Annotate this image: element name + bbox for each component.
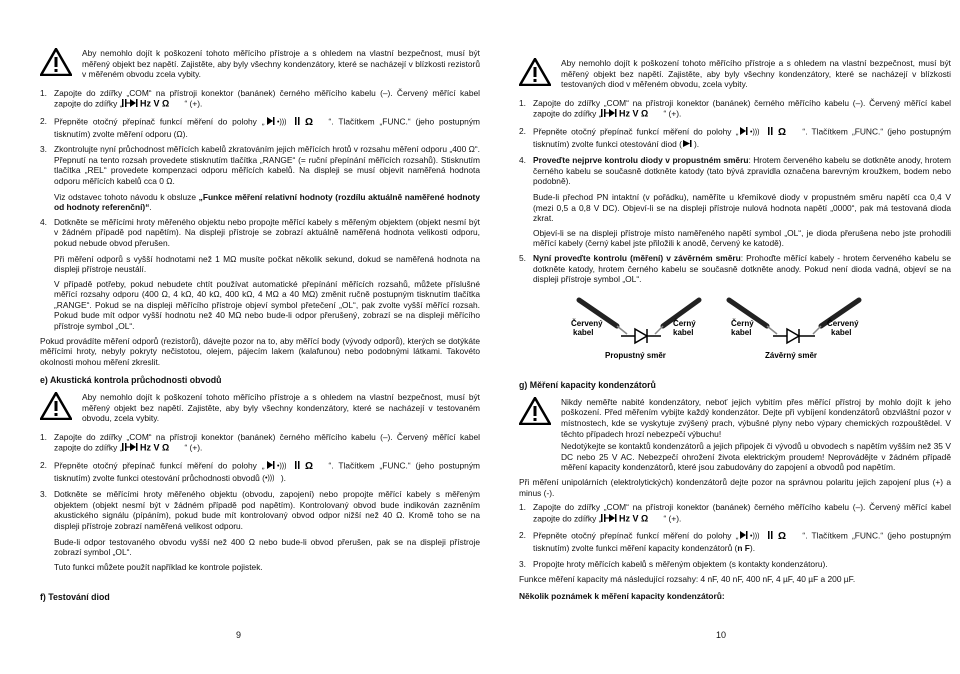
label-black-cable-2: Černý bbox=[731, 318, 754, 328]
svg-text:Ω: Ω bbox=[778, 531, 787, 541]
page-10 bbox=[519, 48, 951, 605]
warning-block-e bbox=[40, 392, 480, 424]
svg-text:•))): •))) bbox=[750, 128, 760, 136]
label-red-cable-2: Červený bbox=[827, 318, 859, 328]
svg-text:•))): •))) bbox=[276, 463, 286, 470]
diode-icon bbox=[682, 139, 694, 151]
f-step-4: 4. Proveďte nejprve kontrolu diody v propustném směru: Hrotem červeného kabelu se dotkněte anody, hrotem černého kabelu se současně dotkněte katody (tato bývá zpravidla označena barevným kroužkem, bodem nebo podobně). bbox=[519, 155, 951, 187]
diode-test-diagram bbox=[569, 296, 869, 368]
capacity-notes-heading: Několik poznámek k měření kapacity kondenzátorů: bbox=[519, 590, 725, 601]
e-step-3: 3. Dotkněte se měřícími hroty měřeného objektu (obvodu, zapojení) nebo propojte měřící kabely s měřeným objektem (objekt nesmí být v žádném případě pod napětím). Kontrolovaný obvod bude indikován zazněním akustického signálu (pípáním), pokud bude mít kontrolovaný obvod odpor nižší než 40 Ω. Kromě toho se na displeji přístroje zobrazí naměřená velikost odporu. bbox=[40, 489, 480, 531]
warning-block-g bbox=[519, 397, 951, 439]
warning-text: Aby nemohlo dojít k poškození tohoto měřícího přístroje a s ohledem na vlastní bezpečnost, musí být měřený objekt bez napětí. Zajistěte, aby byly všechny kondenzátory, které se nacházejí v blízkosti rezistorů v měřeném obvodu zcela vybity. bbox=[82, 48, 480, 80]
e-step-2: 2. Přepněte otočný přepínač funkcí měření do polohy „ •))) Ω “. Tlačítkem „FUNC.“ (jeho postupným tisknutím) zvolte funkci otestování průchodnosti obvodů ( •))) ). bbox=[40, 460, 480, 483]
f-step-4-note-1: Bude-li přechod PN intaktní (v pořádku), naměříte u křemíkové diody v propustném směru napětí cca 0,4 V (mezi 0,5 a 0,8 V DC). Objeví-li se na displeji přístroje nulová hodnota napětí „0000“, pak má testovaná dioda zkrat. bbox=[533, 191, 951, 224]
page-number-9: 9 bbox=[236, 630, 242, 640]
f-step-4-note-2: Objeví-li se na displeji přístroje místo naměřeného napětí symbol „OL“, je dioda přerušena nebo jste prohodili měřící kabely (černý kabel jste přiložili k anodě, červený ke katodě). bbox=[533, 227, 951, 249]
svg-text:Hz V Ω: Hz V Ω bbox=[140, 442, 170, 453]
warning-text-2: Nedotýkejte se kontaktů kondenzátorů a jejich připojek či vývodů u obvodech s napětím vyšším než 35 V DC nebo 25 V AC. Nebezpečí ohrožení života elektrickým proudem! Neprovádějte v žádném případě měření kapacity kondenzátorů, které jsou zabudovány do zapojení a obvodů pod napětím. bbox=[561, 441, 951, 473]
svg-text:Hz V Ω: Hz V Ω bbox=[140, 98, 170, 109]
label-cable-3: kabel bbox=[731, 327, 752, 337]
step-3: 3. Zkontrolujte nyní průchodnost měřících kabelů zkratováním jejich měřících hrotů v rozsahu měření odporu „400 Ω“. Přepnutí na tento rozsah provedete stisknutím tlačítka „RANGE“ (= ruční přepínání měřících rozsahů). Stisknutím tlačítka „REL“ provedete kompenzaci odporu měřících kabelů. Na displeji se musí objevit naměřená hodnota odporu měřících kabelů cca 0 Ω. bbox=[40, 144, 480, 186]
warning-block-f bbox=[519, 58, 951, 90]
dial-position-icon bbox=[265, 460, 329, 473]
section-g-heading: g) Měření kapacity kondenzátorů bbox=[519, 380, 656, 391]
warning-icon bbox=[519, 58, 551, 86]
label-cable-4: kabel bbox=[831, 327, 852, 337]
svg-text:•))): •))) bbox=[264, 474, 275, 482]
dial-position-icon bbox=[265, 116, 329, 129]
resistor-note: Pokud provádíte měření odporů (rezistorů), dávejte pozor na to, aby měřící body (vývody odporů), kterých se dotýkáte měřícími hroty, nebyly pokryty nečistotou, olejem, pájecím lakem (kalafunou) nebo podobnými látkami. Takovéto okolnosti mohou měření zkreslit. bbox=[40, 335, 480, 367]
section-e-heading: e) Akustická kontrola průchodnosti obvodů bbox=[40, 375, 222, 386]
dial-position-icon bbox=[738, 530, 802, 543]
jack-symbol-icon bbox=[122, 442, 184, 455]
svg-text:Ω: Ω bbox=[304, 116, 313, 126]
step-4-note-2: V případě potřeby, pokud nebudete chtít používat automatické přepínání měřících rozsahů, můžete příslušné měřící rozsahy odporu (400 Ω, 4 kΩ, 40 kΩ, 400 kΩ, 4 MΩ a 40 MΩ) změnit ručně postupným tisknutím tlačítka „RANGE“. Pokud se na displeji měřícího přístroje objeví symbol přetečení „OL“, pak zvolte vyšší měřící rozsah. Pokud bude mít odpor vyšší hodnotu než 40 MΩ nebo bude-li odpor přerušený, zobrazí se na displeji měřícího přístroje symbol „OL“. bbox=[54, 278, 480, 332]
f-step-2: 2. Přepněte otočný přepínač funkcí měření do polohy „ •))) Ω “. Tlačítkem „FUNC.“ (jeho postupným tisknutím) zvolte funkci otestování diod ( ). bbox=[519, 125, 951, 149]
step-2: 2. Přepněte otočný přepínač funkcí měření do polohy „ •))) Ω “. Tlačítkem „FUNC.“ (jeho postupným tisknutím) zvolte měření odporu (Ω). bbox=[40, 115, 480, 139]
dial-position-icon bbox=[738, 126, 802, 139]
g-step-1: 1. Zapojte do zdířky „COM“ na přístroji konektor (banánek) černého měřícího kabelu (–). Červený měřící kabel zapojte do zdířky „ Hz V Ω “ (+). bbox=[519, 502, 951, 525]
svg-text:Hz V Ω: Hz V Ω bbox=[619, 513, 649, 523]
f-step-5: 5. Nyní proveďte kontrolu (měření) v závěrném směru: Prohoďte měřící kabely - hrotem červeného kabelu se dotkněte katody, hrotem černého kabelu se současně dotkněte anody. Pokud není dioda vadná, objeví se na displeji přístroje symbol „OL“. bbox=[519, 252, 951, 285]
warning-icon bbox=[519, 397, 551, 425]
label-black-cable-1: Černý bbox=[673, 318, 696, 328]
svg-text:Ω: Ω bbox=[304, 461, 313, 470]
svg-text:•))): •))) bbox=[750, 533, 760, 541]
polarity-note: Při měření unipolárních (elektrolytických) kondenzátorů dejte pozor na správnou polaritu jejich zapojení plus (+) a minus (-). bbox=[519, 477, 951, 498]
label-reverse: Závěrný směr bbox=[765, 350, 818, 360]
e-step-3-note-2: Tuto funkci můžete použít například ke kontrole pojistek. bbox=[54, 561, 263, 572]
warning-icon bbox=[40, 392, 72, 420]
warning-text: Aby nemohlo dojít k poškození tohoto měřícího přístroje a s ohledem na vlastní bezpečnost, musí být měřený objekt bez napětí. Zajistěte, aby byly všechny kondenzátory, které se nacházejí v testovaném obvodu, zcela vybity. bbox=[82, 392, 480, 424]
label-forward: Propustný směr bbox=[605, 350, 666, 360]
step-4-note-1: Při měření odporů s vyšší hodnotami než 1 MΩ musíte počkat několik sekund, dokud se naměřená hodnota na displeji přístroje neustálí. bbox=[54, 253, 480, 275]
g-step-2: 2. Přepněte otočný přepínač funkcí měření do polohy „ •))) Ω “. Tlačítkem „FUNC.“ (jeho postupným tisknutím) zvolte funkci měření kapacity kondenzátorů (n F). bbox=[519, 530, 951, 553]
label-cable-1: kabel bbox=[573, 327, 594, 337]
g-step-3: 3. Propojte hroty měřících kabelů s měřeným objektem (s kontakty kondenzátoru). bbox=[519, 558, 828, 569]
warning-text: Aby nemohlo dojít k poškození tohoto měřícího přístroje a s ohledem na vlastní bezpečnost, musí být měřený objekt bez napětí. Zajistěte, aby byly všechny kondenzátory, které se nacházejí v blízkosti testovaných diod v měřeném obvodu, zcela vybity. bbox=[561, 58, 951, 90]
warning-block bbox=[40, 48, 480, 80]
f-step-1: 1. Zapojte do zdířky „COM“ na přístroji konektor (banánek) černého měřícího kabelu (–). Červený měřící kabel zapojte do zdířky „ Hz V Ω “ (+). bbox=[519, 98, 951, 121]
step-3-note: Viz odstavec tohoto návodu k obsluze „Funkce měření relativní hodnoty (rozdílu aktuálně naměřené hodnoty od hodnoty referenční)“. bbox=[54, 191, 481, 213]
label-red-cable-1: Červený bbox=[571, 318, 603, 328]
jack-symbol-icon bbox=[601, 108, 663, 121]
capacity-ranges: Funkce měření kapacity má následující rozsahy: 4 nF, 40 nF, 400 nF, 4 µF, 40 µF a 200 µF. bbox=[519, 574, 856, 585]
step-4: 4. Dotkněte se měřícími hroty měřeného objektu nebo propojte měřící kabely s měřeným objektem (objekt nesmí být v žádném případě pod napětím). Na displeji přístroje se zobrazí aktuálně naměřená hodnota velikosti odporu, pokud nebude obvod přerušen. bbox=[40, 216, 480, 248]
page-9 bbox=[40, 48, 480, 609]
svg-text:Hz V Ω: Hz V Ω bbox=[619, 108, 649, 119]
warning-text: Nikdy neměřte nabité kondenzátory, neboť jejich vybitím přes měřící přístroj by mohlo dojít k jeho poškození. Před měřením vybijte každý kondenzátor. Dejte při vybíjení kondenzátorů obzvláštní pozor v místnostech, kde se vyskytuje zvýšený prach, výbušné plyny nebo výpary chemických rozpouštědel. V těchto případech hrozí nebezpečí výbuchu! bbox=[561, 396, 951, 439]
section-f-heading: f) Testování diod bbox=[40, 592, 110, 603]
warning-icon bbox=[40, 48, 72, 76]
page-number-10: 10 bbox=[716, 630, 727, 640]
e-step-1: 1. Zapojte do zdířky „COM“ na přístroji konektor (banánek) černého měřícího kabelu (–). Červený měřící kabel zapojte do zdířky „ Hz V Ω “ (+). bbox=[40, 432, 480, 455]
e-step-3-note-1: Bude-li odpor testovaného obvodu vyšší než 400 Ω nebo bude-li obvod přerušen, pak se na displeji přístroje zobrazí symbol „OL“. bbox=[54, 536, 480, 558]
svg-text:Ω: Ω bbox=[778, 126, 787, 136]
label-cable-2: kabel bbox=[673, 327, 694, 337]
jack-symbol-icon bbox=[601, 513, 663, 526]
svg-text:•))): •))) bbox=[276, 118, 286, 126]
step-1: 1. Zapojte do zdířky „COM“ na přístroji konektor (banánek) černého měřícího kabelu (–). Červený měřící kabel zapojte do zdířky „ Hz V Ω “ (+). bbox=[40, 88, 480, 111]
jack-symbol-icon bbox=[122, 98, 184, 111]
beep-icon bbox=[265, 473, 281, 485]
